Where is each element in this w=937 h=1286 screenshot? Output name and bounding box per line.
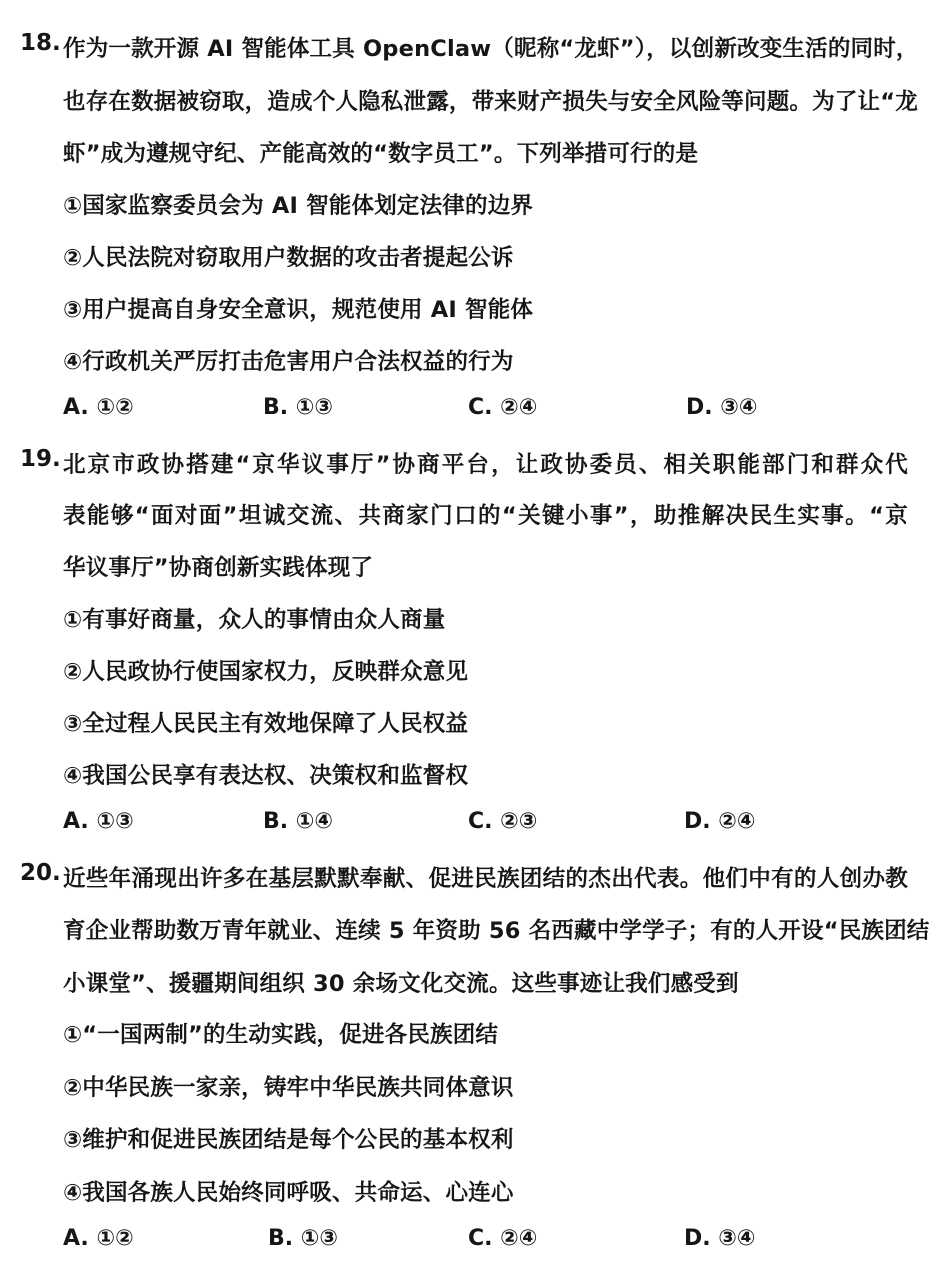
statement-2: ②人民政协行使国家权力，反映群众意见	[63, 659, 469, 685]
statement-4: ④我国公民享有表达权、决策权和监督权	[63, 763, 469, 789]
choice-b[interactable]: B. ①③	[263, 395, 334, 420]
question-stem-line: 作为一款开源 AI 智能体工具 OpenClaw（昵称“龙虾”），以创新改变生活的同时，	[63, 36, 919, 62]
choice-b[interactable]: B. ①③	[268, 1226, 339, 1251]
choice-a[interactable]: A. ①②	[63, 395, 134, 420]
choice-c[interactable]: C. ②④	[468, 1226, 538, 1251]
statement-3: ③维护和促进民族团结是每个公民的基本权利	[63, 1127, 514, 1153]
statement-4: ④行政机关严厉打击危害用户合法权益的行为	[63, 349, 514, 375]
question-stem-line: 小课堂”、援疆期间组织 30 余场文化交流。这些事迹让我们感受到	[63, 971, 739, 997]
statement-2: ②人民法院对窃取用户数据的攻击者提起公诉	[63, 245, 514, 271]
choice-d[interactable]: D. ②④	[684, 809, 756, 834]
statement-3: ③用户提高自身安全意识，规范使用 AI 智能体	[63, 297, 534, 323]
question-number: 19.	[20, 446, 61, 472]
statement-2: ②中华民族一家亲，铸牢中华民族共同体意识	[63, 1075, 514, 1101]
choice-a[interactable]: A. ①③	[63, 809, 134, 834]
question-stem-line: 育企业帮助数万青年就业、连续 5 年资助 56 名西藏中学学子；有的人开设“民族团结	[63, 918, 930, 944]
statement-1: ①有事好商量，众人的事情由众人商量	[63, 607, 446, 633]
question-stem-line: 北京市政协搭建“京华议事厅”协商平台，让政协委员、相关职能部门和群众代	[63, 452, 908, 478]
statement-1: ①“一国两制”的生动实践，促进各民族团结	[63, 1022, 499, 1048]
question-number: 18.	[20, 30, 61, 56]
choice-a[interactable]: A. ①②	[63, 1226, 134, 1251]
choice-d[interactable]: D. ③④	[686, 395, 758, 420]
statement-1: ①国家监察委员会为 AI 智能体划定法律的边界	[63, 193, 534, 219]
question-stem-line: 也存在数据被窃取，造成个人隐私泄露，带来财产损失与安全风险等问题。为了让“龙	[63, 89, 918, 115]
question-stem-line: 虾”成为遵规守纪、产能高效的“数字员工”。下列举措可行的是	[63, 141, 699, 167]
question-stem-line: 表能够“面对面”坦诚交流、共商家门口的“关键小事”，助推解决民生实事。“京	[63, 503, 908, 529]
choice-c[interactable]: C. ②③	[468, 809, 538, 834]
statement-3: ③全过程人民民主有效地保障了人民权益	[63, 711, 469, 737]
question-stem-line: 近些年涌现出许多在基层默默奉献、促进民族团结的杰出代表。他们中有的人创办教	[63, 866, 908, 892]
choice-d[interactable]: D. ③④	[684, 1226, 756, 1251]
question-stem-line: 华议事厅”协商创新实践体现了	[63, 555, 374, 581]
choice-c[interactable]: C. ②④	[468, 395, 538, 420]
question-number: 20.	[20, 860, 61, 886]
statement-4: ④我国各族人民始终同呼吸、共命运、心连心	[63, 1180, 514, 1206]
choice-b[interactable]: B. ①④	[263, 809, 334, 834]
